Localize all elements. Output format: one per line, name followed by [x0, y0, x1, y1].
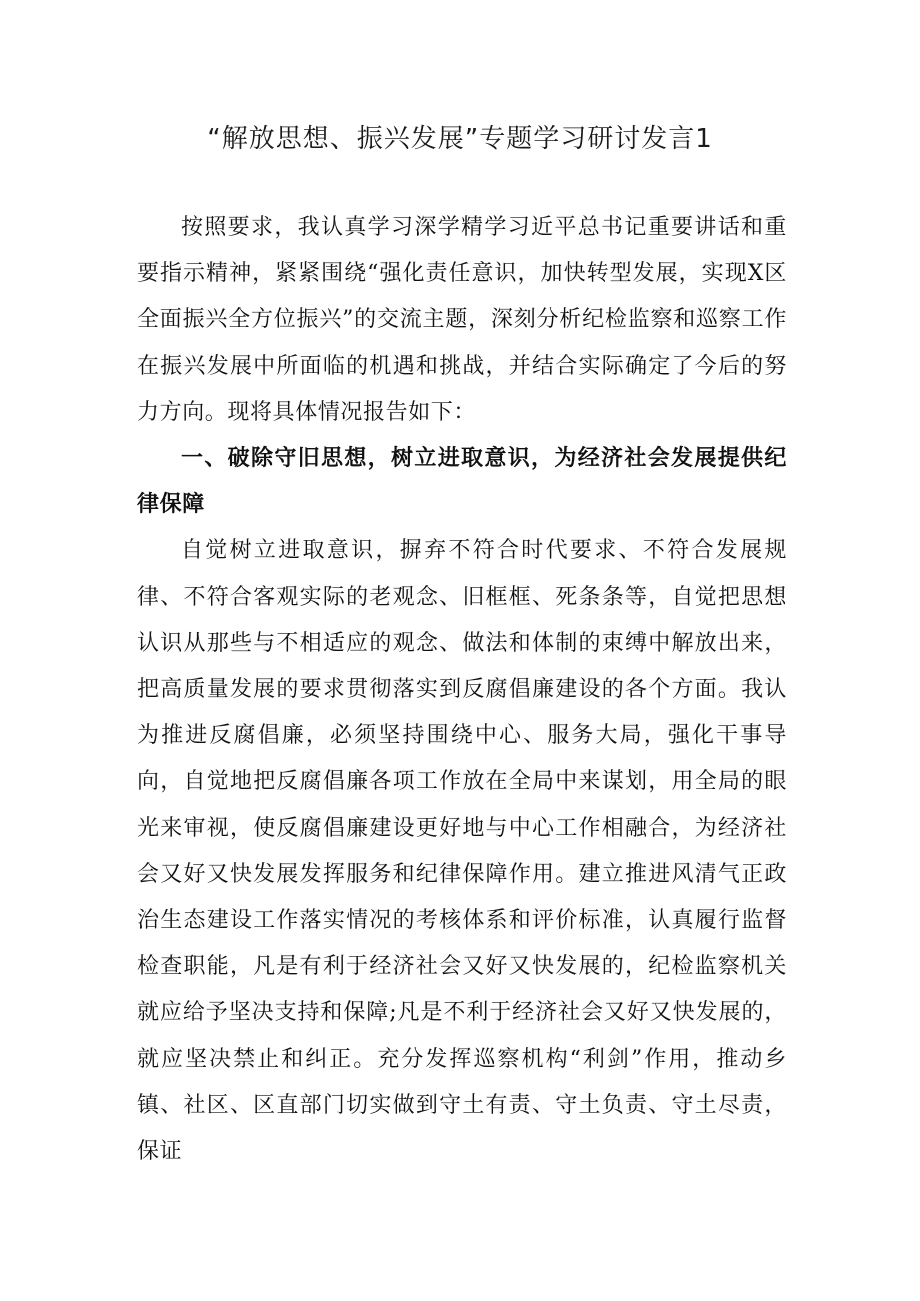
document-body — [137, 205, 787, 1175]
intro-paragraph: 按照要求，我认真学习深学精学习近平总书记重要讲话和重要指示精神，紧紧围绕“强化责任意识，加快转型发展，实现X区全面振兴全方位振兴”的交流主题，深刻分析纪检监察和巡察工作在振兴发展中所面临的机遇和挑战，并结合实际确定了今后的努力方向。现将具体情况报告如下： — [137, 215, 787, 425]
section-paragraph: 自觉树立进取意识，摒弃不符合时代要求、不符合发展规律、不符合客观实际的老观念、旧框框、死条条等，自觉把思想认识从那些与不相适应的观念、做法和体制的束缚中解放出来，把高质量发展的要求贯彻落实到反腐倡廉建设的各个方面。我认为推进反腐倡廉，必须坚持围绕中心、服务大局，强化干事导向，自觉地把反腐倡廉各项工作放在全局中来谋划，用全局的眼光来审视，使反腐倡廉建设更好地与中心工作相融合，为经济社会又好又快发展发挥服务和纪律保障作用。建立推进风清气正政治生态建设工作落实情况的考核体系和评价标准，认真履行监督检查职能，凡是有利于经济社会又好又快发展的，纪检监察机关就应给予坚决支持和保障;凡是不利于经济社会又好又快发展的，就应坚决禁止和纠正。充分发挥巡察机构“利剑”作用，推动乡镇、社区、区直部门切实做到守土有责、守土负责、守土尽责，保证 — [137, 538, 787, 1165]
section-heading: 一、破除守旧思想，树立进取意识，为经济社会发展提供纪律保障 — [137, 446, 787, 518]
document-title: “解放思想、振兴发展”专题学习研讨发言1 — [207, 124, 713, 154]
